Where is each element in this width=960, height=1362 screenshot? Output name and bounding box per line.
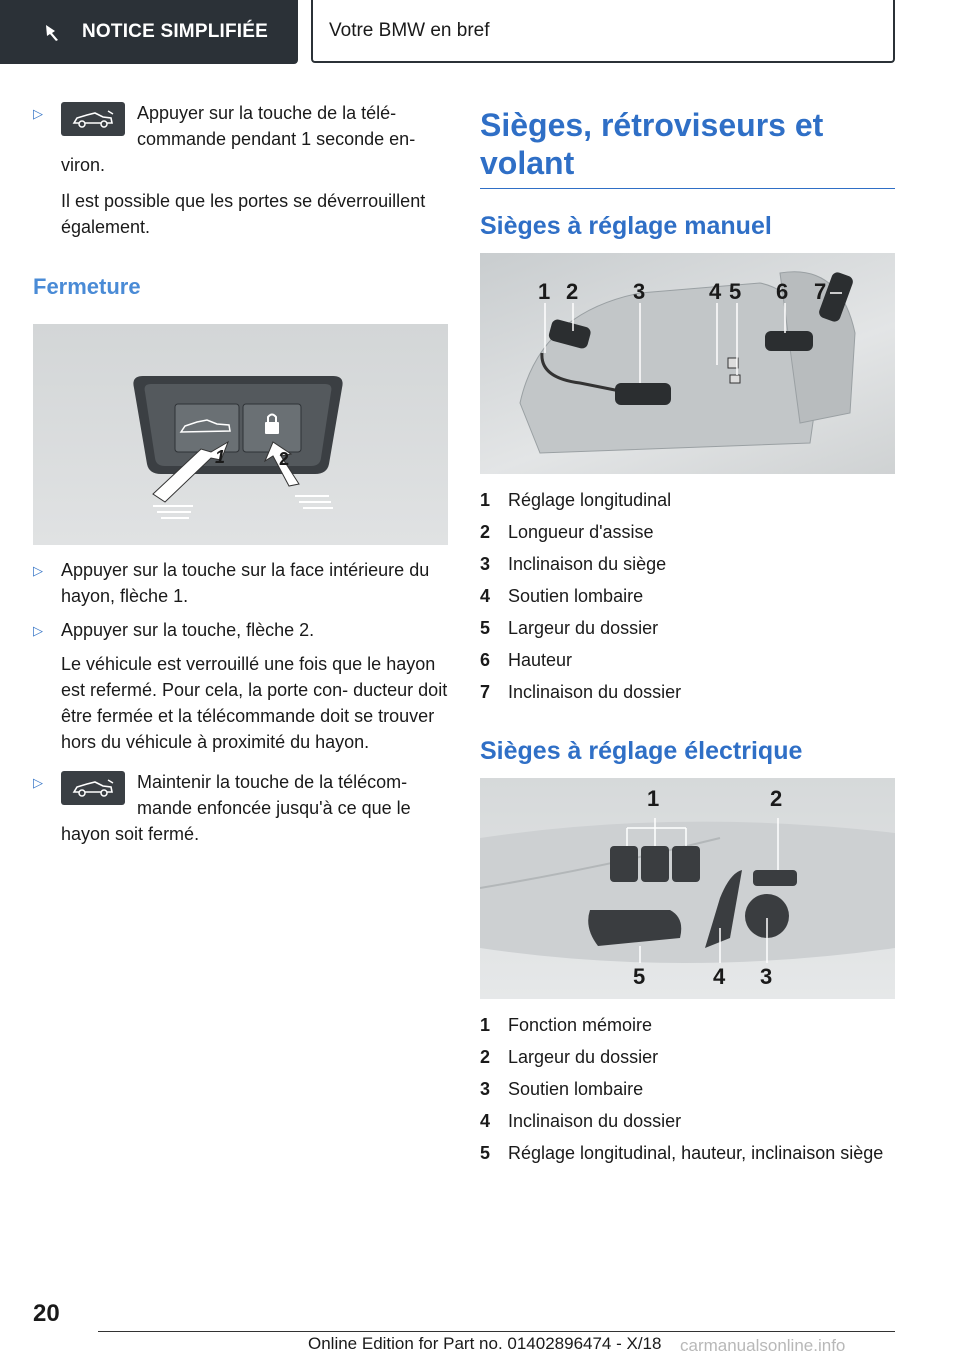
figure-label-2: 2 (279, 449, 290, 469)
electric-legend (480, 1009, 895, 1169)
heading-fermeture: Fermeture (33, 274, 141, 299)
manual-label-2: 2 (566, 279, 579, 304)
legend-item: 1 Réglage longitudinal (480, 490, 672, 510)
remote-tailgate-button-icon (61, 771, 125, 805)
electric-label-2: 2 (770, 786, 783, 811)
legend-item: 6 Hauteur (480, 650, 573, 670)
tailgate-button-figure (33, 324, 448, 545)
manual-legend (480, 484, 895, 708)
chapter-tab-label: Votre BMW en bref (329, 19, 490, 41)
heading-rule (480, 188, 895, 189)
page-header (0, 0, 960, 66)
electric-seat-figure (480, 778, 895, 999)
legend-item: 5 Réglage longitudinal, hauteur, inclinaison siège (480, 1143, 884, 1163)
manual-label-6: 6 (776, 279, 789, 304)
manual-label-1: 1 (538, 279, 551, 304)
bullet2-text: Appuyer sur la touche sur la face intérieure du hayon, flèche 1. (61, 560, 430, 606)
remote-tailgate-button-icon (61, 102, 125, 136)
bullet-remote-close (33, 769, 448, 847)
bullet-remote-open (33, 100, 448, 240)
manual-label-4: 4 (709, 279, 722, 304)
bullet1-note: Il est possible que les portes se déverrouillent également. (61, 191, 426, 237)
triangle-bullet-icon: ▷ (33, 623, 43, 638)
main-heading: Sièges, rétroviseurs et volant (480, 107, 824, 181)
triangle-bullet-icon: ▷ (33, 563, 43, 578)
legend-item: 4 Soutien lombaire (480, 586, 644, 606)
triangle-bullet-icon: ▷ (33, 106, 43, 121)
bullet3-note: Le véhicule est verrouillé une fois que le hayon est refermé. Pour cela, la porte con- ducteur doit être fermée et la télécommande doit se trouver hors du véhicule à proximité du hayon. (61, 654, 448, 752)
legend-item: 7 Inclinaison du dossier (480, 682, 682, 702)
legend-item: 4 Inclinaison du dossier (480, 1111, 682, 1131)
footer-rule (98, 1331, 895, 1332)
bullet1-text: Appuyer sur la touche de la télé- commande pendant 1 seconde en- viron. (61, 103, 416, 175)
manual-label-3: 3 (633, 279, 646, 304)
section-tab-label: NOTICE SIMPLIFIÉE (82, 21, 269, 42)
electric-label-4: 4 (713, 964, 726, 989)
left-column (33, 100, 448, 847)
legend-item: 1 Fonction mémoire (480, 1015, 653, 1035)
manual-label-5: 5 (729, 279, 742, 304)
footer-watermark: carmanualsonline.info (680, 1336, 846, 1355)
chapter-tab[interactable] (311, 0, 895, 63)
electric-label-3: 3 (760, 964, 773, 989)
electric-label-1: 1 (647, 786, 660, 811)
legend-item: 5 Largeur du dossier (480, 618, 659, 638)
page-number: 20 (33, 1300, 60, 1327)
electric-seat-illustration (480, 778, 895, 999)
bullet4-text: Maintenir la touche de la télécom- mande enfoncée jusqu'à ce que le hayon soit fermé. (61, 772, 411, 844)
bullet-inner-button (33, 557, 448, 609)
legend-item: 2 Longueur d'assise (480, 522, 654, 542)
legend-item: 2 Largeur du dossier (480, 1047, 659, 1067)
heading-electric-seats: Sièges à réglage électrique (480, 737, 803, 765)
right-column (480, 100, 895, 1169)
manual-label-7: 7 (814, 279, 827, 304)
heading-manual-seats: Sièges à réglage manuel (480, 212, 772, 240)
legend-item: 3 Inclinaison du siège (480, 554, 667, 574)
electric-label-5: 5 (633, 964, 646, 989)
pin-icon (44, 24, 60, 42)
figure-label-1: 1 (215, 447, 226, 467)
triangle-bullet-icon: ▷ (33, 775, 43, 790)
bullet-outer-button (33, 617, 448, 755)
manual-seat-figure (480, 253, 895, 474)
legend-item: 3 Soutien lombaire (480, 1079, 644, 1099)
footer-edition: Online Edition for Part no. 01402896474 - X/18 (308, 1334, 662, 1353)
section-tab[interactable] (0, 0, 298, 64)
bullet3-text: Appuyer sur la touche, flèche 2. (61, 620, 315, 640)
